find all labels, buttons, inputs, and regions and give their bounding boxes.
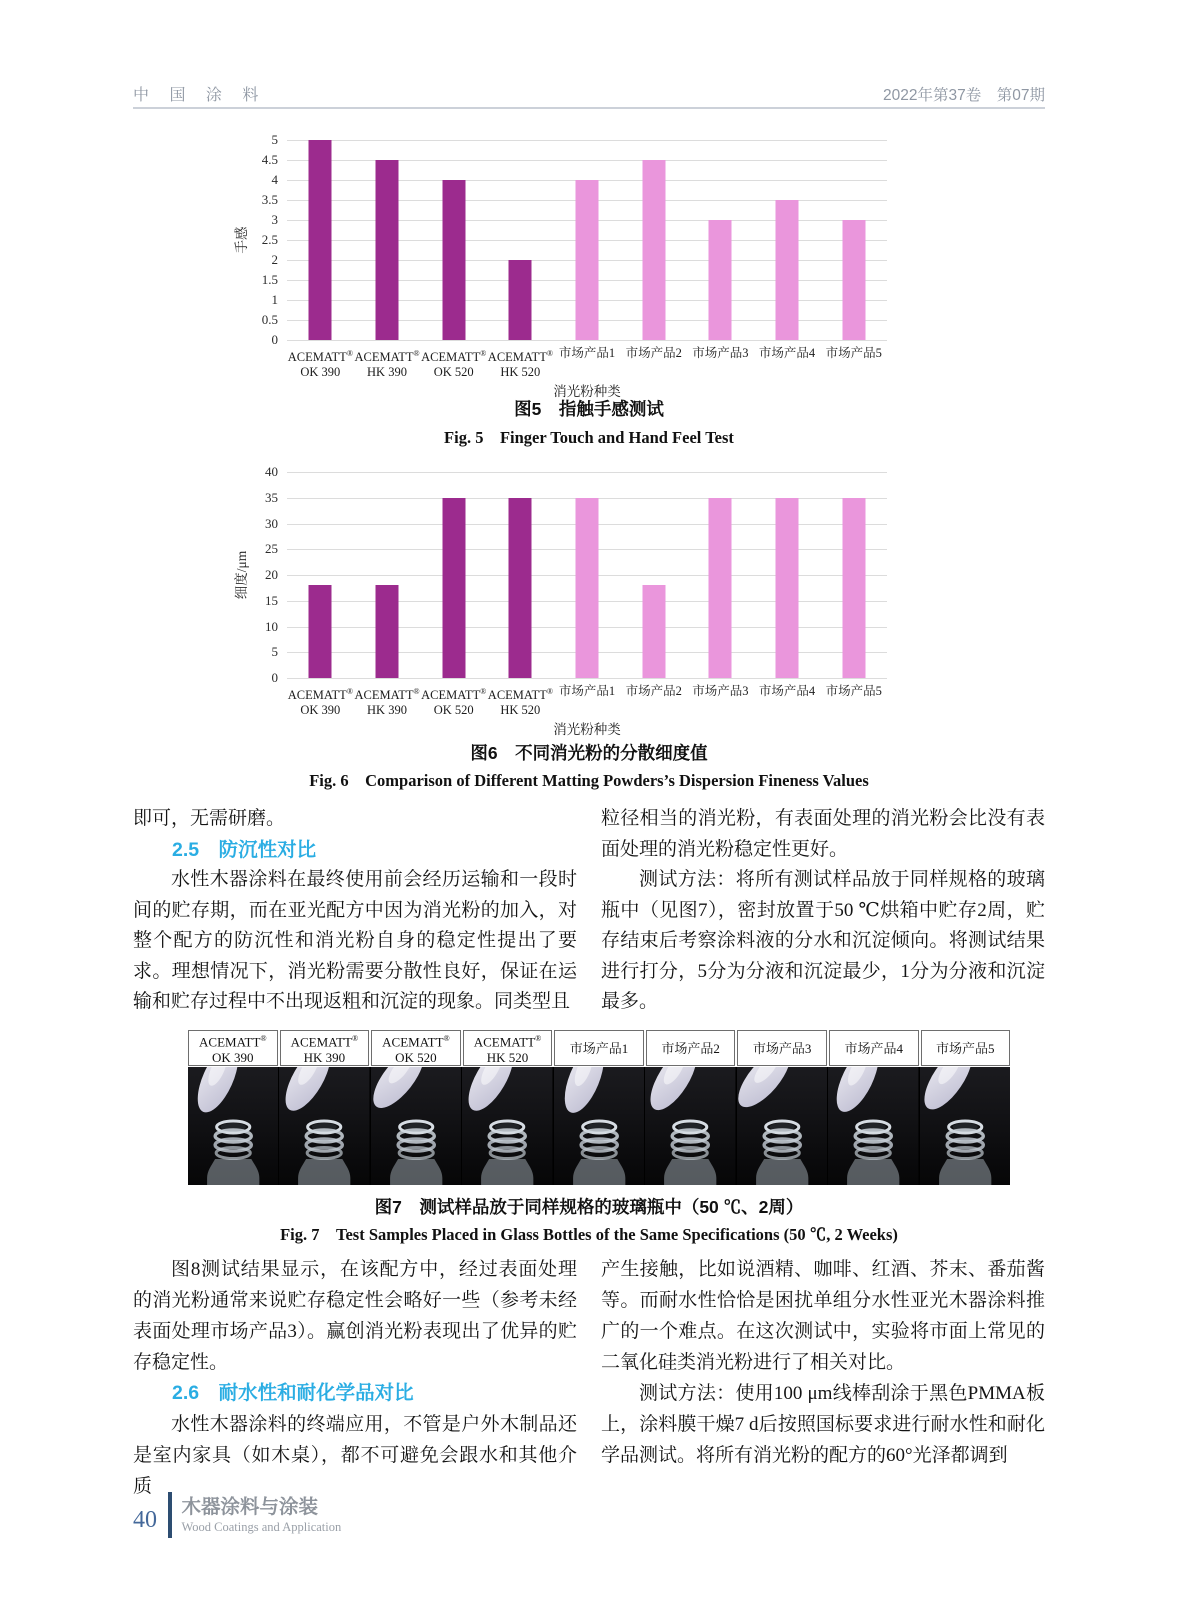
y-tick-label: 40 bbox=[265, 464, 278, 479]
y-tick-label: 3 bbox=[271, 212, 278, 227]
bar-cell bbox=[287, 472, 354, 678]
bar-cell bbox=[820, 472, 887, 678]
y-tick-label: 5 bbox=[271, 132, 278, 147]
bar bbox=[509, 260, 532, 340]
figure7-bottle-photo bbox=[462, 1067, 552, 1185]
paragraph-right-2: 产生接触，比如说酒精、咖啡、红酒、芥末、番茄酱等。而耐水性恰恰是困扰单组分水性亚光木器涂料推广的一个难点。在这次测试中，实验将市面上常见的二氧化硅类消光粉进行了相关对比。 bbox=[601, 1259, 1045, 1373]
bar-cell bbox=[554, 472, 621, 678]
bar-cell bbox=[687, 140, 754, 340]
category-label: 市场产品5 bbox=[825, 346, 882, 360]
text-column-left-2 bbox=[133, 1254, 577, 1502]
page-footer bbox=[133, 1492, 341, 1538]
paragraph-2-6-intro: 水性木器涂料的终端应用，不管是户外木制品还是室内家具（如木桌），都不可避免会跟水和其他介质 bbox=[133, 1413, 577, 1497]
paragraph-fig8-result: 图8测试结果显示，在该配方中，经过表面处理的消光粉通常来说贮存稳定性会略好一些（参考未经表面处理市场产品3）。赢创消光粉表现出了优异的贮存稳定性。 bbox=[133, 1259, 577, 1373]
figure7-bottle-photo bbox=[554, 1067, 644, 1185]
header-rule bbox=[133, 107, 1045, 109]
figure7-sample-label: 市场产品5 bbox=[921, 1030, 1011, 1066]
footer-titles bbox=[182, 1495, 342, 1535]
bar bbox=[642, 585, 665, 678]
y-tick-label: 0 bbox=[271, 332, 278, 347]
fig6-x-axis-label: 消光粉种类 bbox=[553, 722, 621, 737]
bar bbox=[309, 140, 332, 340]
figure7-photo-strip bbox=[188, 1067, 1010, 1185]
y-tick-label: 4.5 bbox=[261, 152, 278, 167]
bottle-and-spoon-icon bbox=[554, 1067, 644, 1185]
figure7-bottle-photo bbox=[828, 1067, 918, 1185]
figure7-bottle-photo bbox=[188, 1067, 278, 1185]
figure7-bottle-photo bbox=[645, 1067, 735, 1185]
category-label: ACEMATT® OK 390 bbox=[287, 349, 353, 380]
category-label: ACEMATT® OK 520 bbox=[421, 349, 487, 380]
paragraph-test-method-1: 测试方法：将所有测试样品放于同样规格的玻璃瓶中（见图7），密封放置于50 ℃烘箱中贮存2周，贮存结束后考察涂料液的分水和沉淀倾向。将测试结果进行打分，5分为分液和沉淀最少，1分为分液和沉淀最多。 bbox=[601, 869, 1045, 1012]
issue-info: 2022年第37卷 第07期 bbox=[883, 87, 1045, 104]
section-heading-2-5: 2.5 防沉性对比 bbox=[172, 838, 317, 861]
bar-cell bbox=[754, 140, 821, 340]
bar-cell bbox=[287, 140, 354, 340]
category-label: ACEMATT® HK 520 bbox=[487, 349, 553, 380]
category-label: 市场产品2 bbox=[625, 346, 682, 360]
fig5-y-axis-label: 手感 bbox=[234, 226, 249, 254]
figure7-sample-label: ACEMATT® HK 520 bbox=[463, 1030, 553, 1066]
bar bbox=[509, 498, 532, 678]
text-column-left-1 bbox=[133, 804, 577, 1018]
fig5-caption-cn: 图5 指触手感测试 bbox=[514, 399, 664, 419]
y-tick-label: 4 bbox=[271, 172, 278, 187]
footer-journal-cn: 木器涂料与涂装 bbox=[181, 1496, 319, 1518]
page-number: 40 bbox=[133, 1506, 157, 1533]
fig6-y-axis-label: 细度/μm bbox=[234, 550, 249, 600]
bottle-and-spoon-icon bbox=[371, 1067, 461, 1185]
section-heading-2-6: 2.6 耐水性和耐化学品对比 bbox=[172, 1382, 414, 1404]
fig6-caption-en: Fig. 6 Comparison of Different Matting Powders’s Dispersion Fineness Values bbox=[309, 771, 869, 790]
paragraph-right-1: 粒径相当的消光粉，有表面处理的消光粉会比没有表面处理的消光粉稳定性更好。 bbox=[601, 808, 1045, 860]
bottle-and-spoon-icon bbox=[188, 1067, 278, 1185]
bars-row bbox=[287, 140, 887, 340]
y-tick-label: 2.5 bbox=[261, 232, 278, 247]
figure7-header-row bbox=[188, 1030, 1010, 1066]
grid-line bbox=[287, 678, 887, 679]
fig6-caption-cn: 图6 不同消光粉的分散细度值 bbox=[470, 743, 708, 763]
category-label: 市场产品2 bbox=[625, 684, 682, 698]
category-label: 市场产品5 bbox=[825, 684, 882, 698]
y-tick-label: 1 bbox=[271, 292, 278, 307]
category-label: ACEMATT® OK 520 bbox=[421, 687, 487, 718]
bar bbox=[709, 498, 732, 678]
bar-cell bbox=[687, 472, 754, 678]
y-tick-label: 15 bbox=[265, 592, 278, 608]
bar bbox=[376, 160, 399, 340]
bar bbox=[709, 220, 732, 340]
bar-cell bbox=[620, 140, 687, 340]
category-label: 市场产品1 bbox=[558, 684, 616, 698]
bar bbox=[376, 585, 399, 678]
paragraph-2-5-intro: 水性木器涂料在最终使用前会经历运输和一段时间的贮存期，而在亚光配方中因为消光粉的加入，对整个配方的防沉性和消光粉自身的稳定性提出了要求。理想情况下，消光粉需要分散性良好，保证在运输和贮存过程中不出现返粗和沉淀的现象。同类型且 bbox=[133, 869, 577, 1012]
grid-line bbox=[287, 340, 887, 341]
chart-fig6 bbox=[234, 456, 896, 737]
bar-cell bbox=[420, 140, 487, 340]
bar-cell bbox=[354, 472, 421, 678]
y-tick-label: 1.5 bbox=[261, 272, 278, 287]
bar-cell bbox=[754, 472, 821, 678]
y-tick-label: 5 bbox=[271, 644, 278, 660]
footer-divider bbox=[168, 1492, 172, 1538]
figure7-sample-label: 市场产品1 bbox=[554, 1030, 644, 1066]
bottle-and-spoon-icon bbox=[828, 1067, 918, 1185]
y-tick-label: 2 bbox=[271, 252, 278, 267]
y-tick-label: 25 bbox=[265, 541, 278, 557]
bar bbox=[442, 180, 465, 340]
fig6-category-labels bbox=[287, 684, 887, 718]
fig5-plot-area bbox=[261, 132, 887, 347]
category-label: 市场产品4 bbox=[758, 346, 816, 360]
figure7-bottle-photo bbox=[371, 1067, 461, 1185]
y-tick-label: 10 bbox=[265, 618, 278, 634]
category-label: ACEMATT® HK 390 bbox=[354, 349, 420, 380]
bar-cell bbox=[820, 140, 887, 340]
category-label: 市场产品4 bbox=[758, 684, 816, 698]
bar bbox=[309, 585, 332, 678]
bar bbox=[776, 498, 799, 678]
figure7-sample-label: 市场产品4 bbox=[829, 1030, 919, 1066]
figure7-sample-label: ACEMATT® OK 520 bbox=[371, 1030, 461, 1066]
journal-name: 中 国 涂 料 bbox=[133, 87, 267, 104]
bar bbox=[576, 498, 599, 678]
bar-cell bbox=[420, 472, 487, 678]
figure7 bbox=[188, 1030, 1010, 1185]
figure7-bottle-photo bbox=[920, 1067, 1010, 1185]
fig5-category-labels bbox=[287, 346, 887, 380]
category-label: 市场产品3 bbox=[692, 346, 749, 360]
chart-fig5 bbox=[234, 124, 896, 399]
bottle-and-spoon-icon bbox=[645, 1067, 735, 1185]
bar-cell bbox=[354, 140, 421, 340]
figure7-bottle-photo bbox=[737, 1067, 827, 1185]
y-tick-label: 30 bbox=[265, 515, 278, 531]
category-label: ACEMATT® HK 390 bbox=[354, 687, 420, 718]
bars-row bbox=[287, 472, 887, 678]
category-label: ACEMATT® HK 520 bbox=[487, 687, 553, 718]
bar bbox=[442, 498, 465, 678]
figure7-sample-label: ACEMATT® HK 390 bbox=[280, 1030, 370, 1066]
bottle-and-spoon-icon bbox=[920, 1067, 1010, 1185]
text-column-right-2 bbox=[601, 1254, 1045, 1471]
figure7-sample-label: 市场产品3 bbox=[737, 1030, 827, 1066]
bar-cell bbox=[554, 140, 621, 340]
y-tick-label: 0.5 bbox=[261, 312, 278, 327]
bar bbox=[576, 180, 599, 340]
bottle-and-spoon-icon bbox=[737, 1067, 827, 1185]
paragraph-test-method-2: 测试方法：使用100 μm线棒刮涂于黑色PMMA板上，涂料膜干燥7 d后按照国标要求进行耐水性和耐化学品测试。将所有消光粉的配方的60°光泽都调到 bbox=[601, 1383, 1045, 1466]
fig7-caption-en: Fig. 7 Test Samples Placed in Glass Bottles of the Same Specifications (50 ℃, 2 Weeks) bbox=[280, 1225, 898, 1244]
y-tick-label: 35 bbox=[265, 489, 278, 505]
bar bbox=[842, 498, 865, 678]
bar bbox=[642, 160, 665, 340]
figure7-sample-label: ACEMATT® OK 390 bbox=[188, 1030, 278, 1066]
y-tick-label: 20 bbox=[265, 567, 278, 582]
bar-cell bbox=[487, 472, 554, 678]
category-label: 市场产品3 bbox=[692, 684, 749, 698]
figure7-sample-label: 市场产品2 bbox=[646, 1030, 736, 1066]
fig5-caption-en: Fig. 5 Finger Touch and Hand Feel Test bbox=[444, 428, 734, 447]
fig6-plot-area bbox=[265, 464, 887, 685]
footer-journal-en: Wood Coatings and Application bbox=[181, 1520, 342, 1534]
paragraph-continue: 即可，无需研磨。 bbox=[133, 808, 286, 829]
bar-cell bbox=[487, 140, 554, 340]
text-column-right-1 bbox=[601, 804, 1045, 1018]
bar bbox=[776, 200, 799, 340]
y-tick-label: 0 bbox=[271, 670, 278, 685]
figure7-bottle-photo bbox=[279, 1067, 369, 1185]
bottle-and-spoon-icon bbox=[462, 1067, 552, 1185]
bar-cell bbox=[620, 472, 687, 678]
fig5-x-axis-label: 消光粉种类 bbox=[553, 384, 621, 399]
bottle-and-spoon-icon bbox=[279, 1067, 369, 1185]
category-label: 市场产品1 bbox=[558, 346, 616, 360]
fig7-caption-cn: 图7 测试样品放于同样规格的玻璃瓶中（50 ℃、2周） bbox=[374, 1197, 804, 1217]
y-tick-label: 3.5 bbox=[261, 192, 278, 207]
bar bbox=[842, 220, 865, 340]
category-label: ACEMATT® OK 390 bbox=[287, 687, 353, 718]
